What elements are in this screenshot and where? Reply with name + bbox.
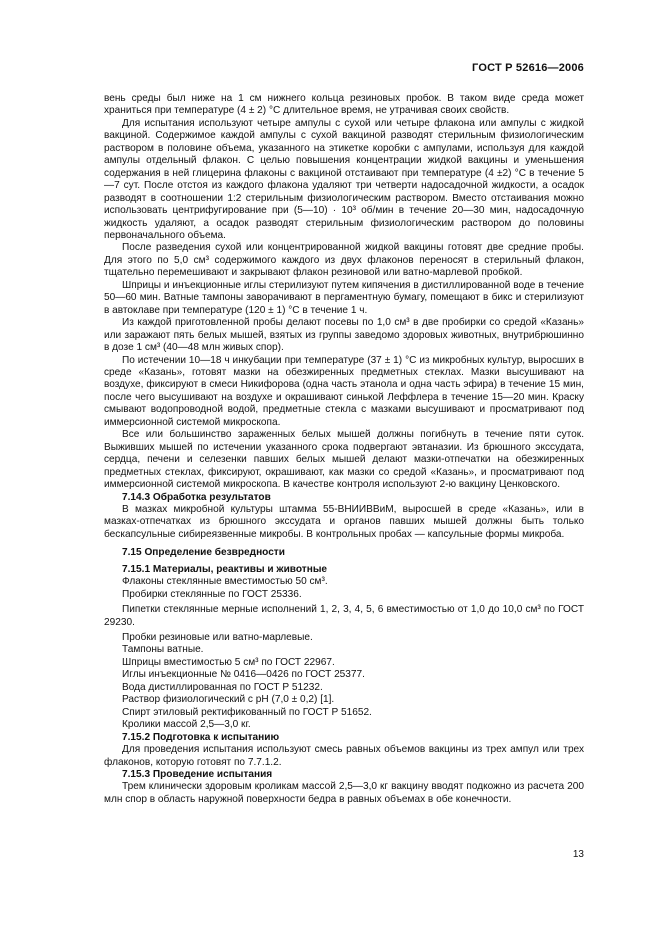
list-item: Пипетки стеклянные мерные исполнений 1, 2, 3, 4, 5, 6 вместимостью от 1,0 до 10,0 см³ по ГОСТ 29230. (104, 604, 584, 628)
section-heading: 7.15.3 Проведение испытания (122, 769, 273, 781)
list-item: Иглы инъекционные № 0416—0426 по ГОСТ 25377. (122, 669, 365, 681)
document-header: ГОСТ Р 52616—2006 (472, 62, 584, 74)
section-heading: 7.15.2 Подготовка к испытанию (122, 731, 280, 743)
paragraph: Для проведения испытания используют смесь равных объемов вакцины из трех ампул или трех флаконов, которую готовят по 7.7.1.2. (104, 744, 584, 768)
document-body (104, 93, 584, 806)
list-item: Пробки резиновые или ватно-марлевые. (122, 632, 313, 644)
paragraph: Все или большинство зараженных белых мышей должны погибнуть в течение пяти суток. Выживших мышей по истечении указанного срока подвергают эвтаназии. Из брюшного экссудата, сердца, печени и селезенки павших белых мышей делают мазки-отпечатки на обезжиренных предметных стеклах, фиксируют, окрашивают, как мазки со средой «Казань», и просматривают под иммерсионной системой микроскопа. В качестве контроля используют 2-ю вакцину Ценковского. (104, 429, 584, 491)
paragraph: Трем клинически здоровым кроликам массой 2,5—3,0 кг вакцину вводят подкожно из расчета 200 млн спор в область наружной поверхности бедра в равных объемах в обе конечности. (104, 781, 584, 805)
list-item: Шприцы вместимостью 5 см³ по ГОСТ 22967. (122, 656, 335, 668)
list-item: Вода дистиллированная по ГОСТ Р 51232. (122, 681, 323, 693)
page-number: 13 (572, 849, 584, 860)
list-item: Раствор физиологический с рН (7,0 ± 0,2) [1]. (122, 694, 335, 706)
paragraph: Шприцы и инъекционные иглы стерилизуют путем кипячения в дистиллированной воде в течение 50—60 мин. Ватные тампоны заворачивают в пергаментную бумагу, помещают в бикс и стерилизуют в автоклаве при температуре (120 ± 1) °С в течение 1 ч. (104, 279, 584, 316)
paragraph: Из каждой приготовленной пробы делают посевы по 1,0 см³ в две пробирки со средой «Казань» или заражают пять белых мышей, взятых из группы заведомо здоровых животных, внутрибрюшинно в дозе 1 см³ (40—48 млн живых спор). (104, 317, 584, 354)
paragraph: После разведения сухой или концентрированной жидкой вакцины готовят две средние пробы. Для этого по 5,0 см³ содержимого каждого из двух флаконов переносят в стерильный флакон, тщательно перемешивают и закрывают флакон резиновой или ватно-марлевой пробкой. (104, 242, 584, 279)
section-heading: 7.15 Определение безвредности (122, 547, 285, 559)
list-item: Флаконы стеклянные вместимостью 50 см³. (122, 576, 328, 588)
list-item: Тампоны ватные. (122, 644, 204, 656)
paragraph: В мазках микробной культуры штамма 55-ВНИИВВиМ, выросшей в среде «Казань», или в мазках-отпечатках из брюшного экссудата и органов павших мышей должны быть только бескапсульные сибиреязвенные микробы. В контрольных пробах — капсульные формы микроба. (104, 503, 584, 540)
list-item: Спирт этиловый ректификованный по ГОСТ Р 51652. (122, 706, 372, 718)
list-item: Кролики массой 2,5—3,0 кг. (122, 719, 251, 731)
section-heading: 7.15.1 Материалы, реактивы и животные (122, 563, 328, 575)
paragraph: вень среды был ниже на 1 см нижнего кольца резиновых пробок. В таком виде среда может храниться при температуре (4 ± 2) °С длительное время, не утрачивая своих свойств. (104, 93, 584, 117)
section-heading: 7.14.3 Обработка результатов (122, 491, 271, 503)
paragraph: Для испытания используют четыре ампулы с сухой или четыре флакона или ампулы с жидкой вакциной. Содержимое каждой ампулы с сухой вакциной разводят стерильным физиологическим раствором в половине объема, указанного на этикетке коробки с ампулами, используя для каждой ампулы отдельный флакон. С целью повышения концентрации жидкой вакцины и уменьшения содержания в ней глицерина флаконы с вакциной отстаивают при температуре (4 ±2) °С в течение 5—7 сут. После отстоя из каждого флакона удаляют три четверти надосадочной жидкости, а осадок разводят в соотношении 1:2 стерильным физиологическим раствором. Вместо отстаивания можно использовать центрифугирование при (5—10) · 10³ об/мин в течение 20—30 мин, надосадочную жидкость удаляют, а осадок разводят стерильным физиологическим раствором до половины первоначального объема. (104, 117, 584, 241)
list-item: Пробирки стеклянные по ГОСТ 25336. (122, 588, 302, 600)
paragraph: По истечении 10—18 ч инкубации при температуре (37 ± 1) °С из микробных культур, выросших в среде «Казань», готовят мазки на обезжиренных предметных стеклах. Мазки высушивают на воздухе, фиксируют в смеси Никифорова (одна часть этанола и одна часть эфира) в течение 15 мин, после чего высушивают на воздухе и окрашивают синькой Леффлера в течение 15—20 мин. Краску смывают водопроводной водой, предметные стекла с мазками высушивают и просматривают под иммерсионной системой микроскопа. (104, 354, 584, 428)
